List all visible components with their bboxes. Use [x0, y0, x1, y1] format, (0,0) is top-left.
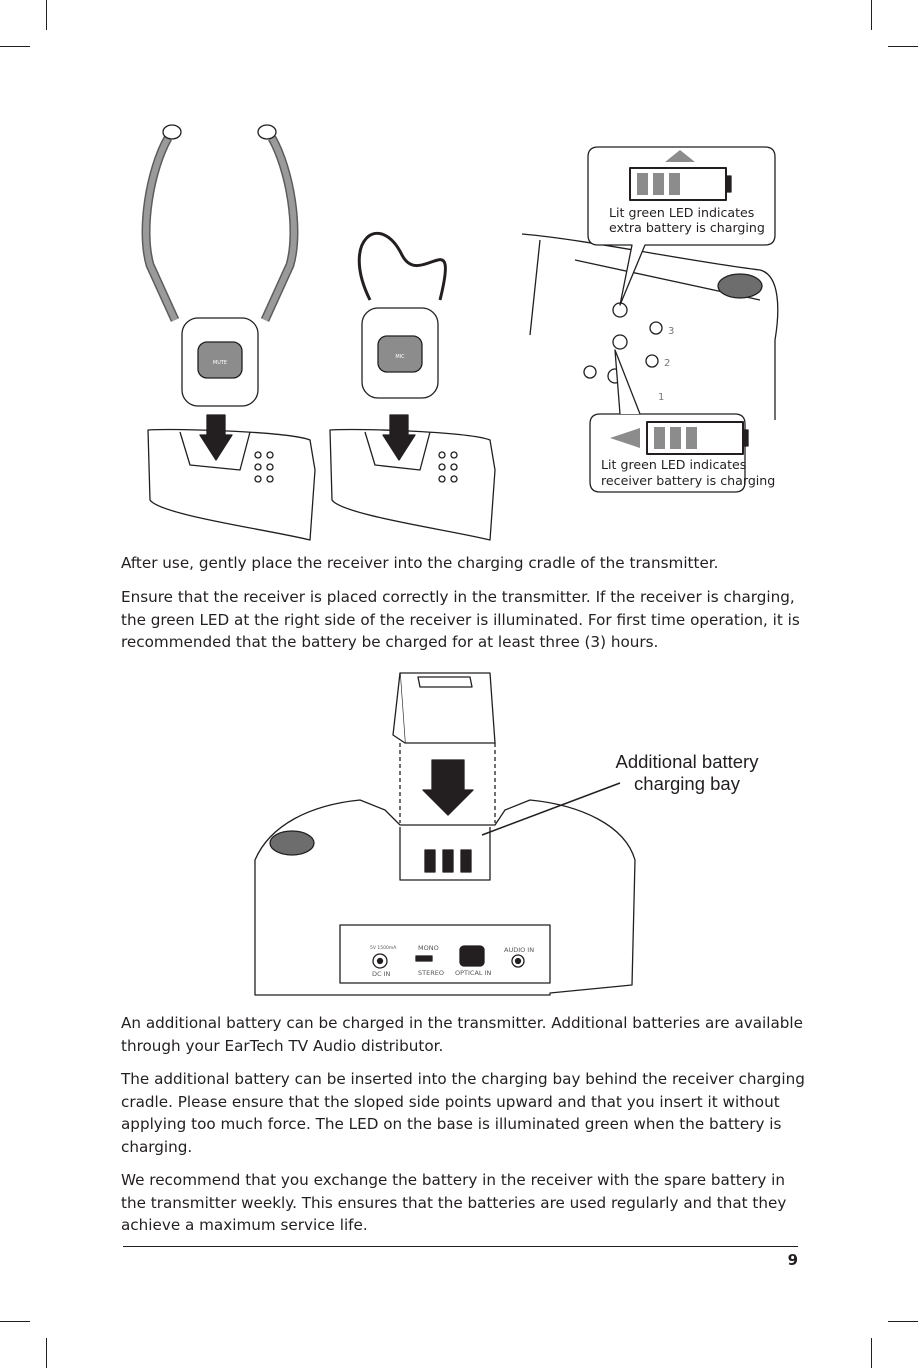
dc-in-label: DC IN [372, 970, 391, 978]
callout-bottom-line-1: Lit green LED indicates [601, 457, 747, 472]
crop-mark [0, 1321, 30, 1322]
paragraph-additional-battery: An additional battery can be charged in the transmitter. Additional batteries are available through your EarTech TV Audio distributor. [121, 1014, 803, 1055]
crop-mark [0, 46, 30, 47]
power-rating-label: 5V 1500mA [370, 946, 397, 951]
battery-bay-label-line-2: charging bay [634, 773, 740, 794]
page-number: 9 [787, 1251, 798, 1269]
optical-in-label: OPTICAL IN [455, 969, 492, 977]
callout-top-line-1: Lit green LED indicates [609, 205, 755, 220]
crop-mark [46, 1338, 47, 1368]
receiver-charging-illustration [120, 110, 790, 550]
battery-bay-illustration [250, 665, 650, 1000]
paragraph-charging-led: Ensure that the receiver is placed correctly in the transmitter. If the receiver is charging, the green LED at the right side of the receiver is illuminated. For first time operation, it is recommended that the battery be charged for at least three (3) hours. [121, 588, 800, 651]
stereo-label: STEREO [418, 969, 444, 977]
indicator-number-2: 2 [664, 358, 671, 369]
mic-button-label: MIC [395, 354, 405, 360]
paragraph-exchange-weekly: We recommend that you exchange the battery in the receiver with the spare battery in the transmitter weekly. This ensures that the batteries are used regularly and that they achieve a maximum service life. [121, 1171, 787, 1234]
callout-bottom-line-2: receiver battery is charging [601, 473, 776, 488]
battery-bay-label [606, 751, 768, 795]
paragraph-after-use: After use, gently place the receiver into the charging cradle of the transmitter. [121, 554, 719, 572]
indicator-number-1: 1 [658, 392, 665, 403]
footer-rule [123, 1246, 798, 1247]
crop-mark [888, 1321, 918, 1322]
mute-button-label: MUTE [212, 360, 228, 366]
crop-mark [871, 1338, 872, 1368]
indicator-number-3: 3 [668, 326, 675, 337]
mono-label: MONO [418, 944, 439, 952]
crop-mark [46, 0, 47, 30]
callout-top-line-2: extra battery is charging [609, 220, 765, 235]
stethoscope-receiver-icon [146, 125, 294, 406]
crop-mark [871, 0, 872, 30]
audio-in-label: AUDIO IN [504, 946, 535, 954]
battery-bay-label-line-1: Additional battery [615, 751, 759, 772]
crop-mark [888, 46, 918, 47]
paragraph-insert-battery: The additional battery can be inserted into the charging bay behind the receiver charging cradle. Please ensure that the sloped side points upward and that you insert it without applying too much force. The LED on the base is illuminated green when the battery is charging. [121, 1070, 805, 1156]
